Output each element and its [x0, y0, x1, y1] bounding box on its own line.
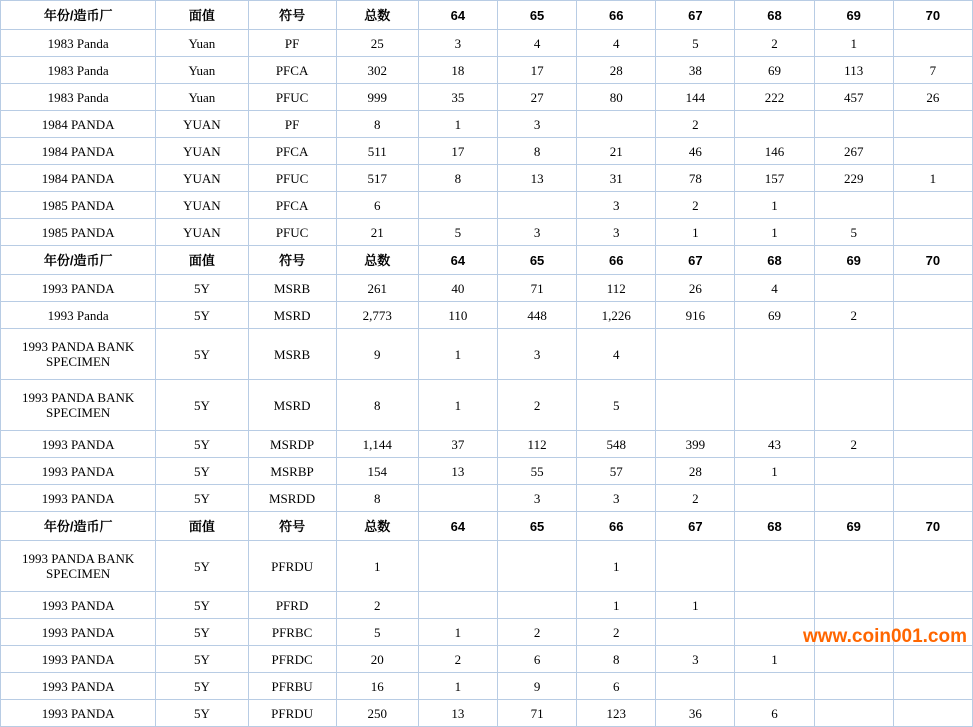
table-cell: [893, 673, 972, 700]
table-cell: PFRDU: [248, 541, 336, 592]
column-header-cell: 64: [418, 1, 497, 30]
table-row: [1, 138, 973, 165]
column-header-cell: 69: [814, 246, 893, 275]
table-cell: 40: [418, 275, 497, 302]
table-cell: [735, 592, 814, 619]
table-cell: 302: [336, 57, 418, 84]
table-cell: 8: [336, 111, 418, 138]
table-header-row: [1, 512, 973, 541]
table-cell: 26: [893, 84, 972, 111]
table-cell: [893, 30, 972, 57]
table-cell: 69: [735, 302, 814, 329]
table-cell: 123: [577, 700, 656, 727]
table-cell: 999: [336, 84, 418, 111]
table-cell: 3: [497, 219, 576, 246]
table-cell: 1: [418, 111, 497, 138]
table-cell: [814, 673, 893, 700]
table-cell: 548: [577, 431, 656, 458]
table-cell: 399: [656, 431, 735, 458]
table-cell: 71: [497, 275, 576, 302]
table-cell: 43: [735, 431, 814, 458]
table-cell: [814, 380, 893, 431]
column-header-cell: 66: [577, 1, 656, 30]
table-row: [1, 458, 973, 485]
column-header-cell: 66: [577, 512, 656, 541]
column-header-cell: 年份/造币厂: [1, 1, 156, 30]
table-cell: MSRB: [248, 329, 336, 380]
column-header-cell: 符号: [248, 246, 336, 275]
table-cell: MSRDD: [248, 485, 336, 512]
table-cell: [893, 541, 972, 592]
table-cell: 517: [336, 165, 418, 192]
column-header-cell: 68: [735, 246, 814, 275]
table-cell: [735, 485, 814, 512]
table-cell: 8: [336, 380, 418, 431]
table-cell: PFUC: [248, 84, 336, 111]
table-cell: YUAN: [156, 138, 248, 165]
table-cell: 2: [497, 380, 576, 431]
watermark-text: www.coin001.com: [802, 626, 967, 647]
table-cell: 5Y: [156, 646, 248, 673]
table-cell: [814, 619, 893, 646]
table-cell: 2: [656, 485, 735, 512]
table-cell: 1993 PANDA BANK SPECIMEN: [1, 541, 156, 592]
table-cell: 6: [336, 192, 418, 219]
table-cell: 9: [336, 329, 418, 380]
table-cell: 55: [497, 458, 576, 485]
table-row: [1, 541, 973, 592]
table-cell: 1983 Panda: [1, 57, 156, 84]
table-cell: 154: [336, 458, 418, 485]
table-cell: [735, 673, 814, 700]
table-cell: 3: [577, 192, 656, 219]
table-cell: 222: [735, 84, 814, 111]
column-header-cell: 总数: [336, 512, 418, 541]
table-cell: 4: [497, 30, 576, 57]
table-cell: 1985 PANDA: [1, 219, 156, 246]
table-cell: 146: [735, 138, 814, 165]
column-header-cell: 67: [656, 1, 735, 30]
table-cell: 78: [656, 165, 735, 192]
table-cell: 3: [577, 485, 656, 512]
table-cell: 1984 PANDA: [1, 165, 156, 192]
table-cell: 5Y: [156, 619, 248, 646]
table-cell: 5: [814, 219, 893, 246]
table-cell: 6: [497, 646, 576, 673]
table-cell: [893, 219, 972, 246]
table-cell: 3: [418, 30, 497, 57]
table-cell: PFCA: [248, 138, 336, 165]
table-cell: MSRB: [248, 275, 336, 302]
table-cell: 25: [336, 30, 418, 57]
column-header-cell: 69: [814, 1, 893, 30]
table-cell: PFRBC: [248, 619, 336, 646]
table-cell: [418, 192, 497, 219]
table-cell: [735, 541, 814, 592]
table-row: [1, 646, 973, 673]
table-cell: 17: [497, 57, 576, 84]
table-cell: [814, 275, 893, 302]
table-cell: 5Y: [156, 380, 248, 431]
table-cell: YUAN: [156, 165, 248, 192]
table-cell: 1: [418, 329, 497, 380]
table-row: [1, 275, 973, 302]
table-cell: 1993 PANDA: [1, 592, 156, 619]
column-header-cell: 总数: [336, 246, 418, 275]
table-cell: 1993 PANDA: [1, 431, 156, 458]
column-header-cell: 65: [497, 512, 576, 541]
table-cell: [656, 380, 735, 431]
table-cell: 28: [656, 458, 735, 485]
table-cell: [893, 380, 972, 431]
table-cell: [735, 380, 814, 431]
table-cell: [735, 619, 814, 646]
table-row: [1, 57, 973, 84]
table-row: [1, 219, 973, 246]
table-body: [1, 1, 973, 727]
table-cell: 20: [336, 646, 418, 673]
table-cell: 1,144: [336, 431, 418, 458]
table-cell: 229: [814, 165, 893, 192]
table-cell: 5: [656, 30, 735, 57]
table-cell: [814, 700, 893, 727]
column-header-cell: 64: [418, 512, 497, 541]
column-header-cell: 年份/造币厂: [1, 246, 156, 275]
table-row: [1, 165, 973, 192]
table-cell: PFRDU: [248, 700, 336, 727]
table-cell: 5Y: [156, 485, 248, 512]
column-header-cell: 面值: [156, 512, 248, 541]
table-cell: 1: [577, 592, 656, 619]
table-cell: YUAN: [156, 219, 248, 246]
table-cell: 1993 PANDA BANK SPECIMEN: [1, 380, 156, 431]
table-cell: PFRDC: [248, 646, 336, 673]
table-cell: 267: [814, 138, 893, 165]
table-cell: 1: [735, 646, 814, 673]
table-cell: 3: [577, 219, 656, 246]
table-cell: 1: [577, 541, 656, 592]
table-cell: 3: [656, 646, 735, 673]
table-cell: 511: [336, 138, 418, 165]
table-cell: PFRD: [248, 592, 336, 619]
table-cell: [656, 619, 735, 646]
column-header-cell: 65: [497, 1, 576, 30]
table-cell: 4: [735, 275, 814, 302]
table-cell: [497, 541, 576, 592]
table-cell: [814, 592, 893, 619]
table-row: [1, 431, 973, 458]
table-cell: 36: [656, 700, 735, 727]
table-header-row: [1, 1, 973, 30]
table-cell: 2: [577, 619, 656, 646]
table-cell: 1993 PANDA: [1, 646, 156, 673]
table-cell: [735, 329, 814, 380]
table-cell: 261: [336, 275, 418, 302]
table-cell: [814, 485, 893, 512]
table-cell: 1: [336, 541, 418, 592]
table-cell: [893, 192, 972, 219]
table-row: [1, 192, 973, 219]
table-cell: [893, 458, 972, 485]
column-header-cell: 符号: [248, 512, 336, 541]
table-row: [1, 700, 973, 727]
table-cell: 1993 Panda: [1, 302, 156, 329]
table-cell: 1: [656, 219, 735, 246]
table-cell: 110: [418, 302, 497, 329]
table-cell: [893, 700, 972, 727]
table-cell: 80: [577, 84, 656, 111]
table-cell: Yuan: [156, 57, 248, 84]
column-header-cell: 67: [656, 246, 735, 275]
table-cell: 448: [497, 302, 576, 329]
table-cell: 1984 PANDA: [1, 138, 156, 165]
table-cell: PF: [248, 30, 336, 57]
table-cell: [656, 673, 735, 700]
table-cell: [418, 541, 497, 592]
table-cell: 8: [418, 165, 497, 192]
table-header-row: [1, 246, 973, 275]
table-cell: 2: [814, 302, 893, 329]
table-cell: 1984 PANDA: [1, 111, 156, 138]
table-row: [1, 329, 973, 380]
table-cell: 1: [814, 30, 893, 57]
table-cell: 21: [336, 219, 418, 246]
column-header-cell: 面值: [156, 246, 248, 275]
table-cell: 3: [497, 111, 576, 138]
table-cell: 5: [336, 619, 418, 646]
table-cell: 1993 PANDA: [1, 619, 156, 646]
table-cell: 1: [656, 592, 735, 619]
table-cell: 21: [577, 138, 656, 165]
table-cell: 1993 PANDA: [1, 700, 156, 727]
table-cell: Yuan: [156, 84, 248, 111]
table-cell: 1985 PANDA: [1, 192, 156, 219]
table-cell: [893, 485, 972, 512]
table-cell: [497, 192, 576, 219]
column-header-cell: 69: [814, 512, 893, 541]
table-cell: PFUC: [248, 165, 336, 192]
table-cell: 1993 PANDA: [1, 673, 156, 700]
column-header-cell: 年份/造币厂: [1, 512, 156, 541]
table-cell: MSRD: [248, 380, 336, 431]
table-row: [1, 380, 973, 431]
table-cell: [893, 275, 972, 302]
table-row: [1, 592, 973, 619]
table-cell: PF: [248, 111, 336, 138]
column-header-cell: 65: [497, 246, 576, 275]
table-cell: 8: [497, 138, 576, 165]
table-cell: 1: [418, 619, 497, 646]
column-header-cell: 66: [577, 246, 656, 275]
table-cell: 2: [814, 431, 893, 458]
table-row: [1, 302, 973, 329]
table-cell: 2: [336, 592, 418, 619]
table-cell: 5Y: [156, 329, 248, 380]
table-cell: 38: [656, 57, 735, 84]
table-cell: Yuan: [156, 30, 248, 57]
table-cell: 112: [497, 431, 576, 458]
table-cell: [735, 111, 814, 138]
column-header-cell: 68: [735, 512, 814, 541]
table-cell: 1993 PANDA: [1, 485, 156, 512]
table-row: [1, 84, 973, 111]
table-cell: MSRDP: [248, 431, 336, 458]
table-cell: 5: [577, 380, 656, 431]
table-cell: 26: [656, 275, 735, 302]
table-cell: 1993 PANDA: [1, 275, 156, 302]
table-cell: PFCA: [248, 192, 336, 219]
table-cell: MSRBP: [248, 458, 336, 485]
column-header-cell: 64: [418, 246, 497, 275]
table-cell: [497, 592, 576, 619]
column-header-cell: 70: [893, 512, 972, 541]
table-cell: [893, 302, 972, 329]
table-cell: 5Y: [156, 431, 248, 458]
table-row: [1, 111, 973, 138]
table-cell: [814, 329, 893, 380]
table-cell: 5: [418, 219, 497, 246]
table-cell: PFRBU: [248, 673, 336, 700]
table-cell: 2: [656, 192, 735, 219]
table-cell: [814, 646, 893, 673]
table-cell: [893, 111, 972, 138]
table-cell: 7: [893, 57, 972, 84]
table-cell: 1983 Panda: [1, 30, 156, 57]
table-cell: 13: [497, 165, 576, 192]
table-cell: 5Y: [156, 700, 248, 727]
table-cell: [893, 329, 972, 380]
table-cell: 1: [418, 380, 497, 431]
table-cell: 35: [418, 84, 497, 111]
table-cell: [893, 646, 972, 673]
table-cell: [814, 111, 893, 138]
table-cell: 1: [735, 192, 814, 219]
table-cell: 6: [735, 700, 814, 727]
table-cell: 37: [418, 431, 497, 458]
table-row: [1, 30, 973, 57]
column-header-cell: 68: [735, 1, 814, 30]
table-cell: 457: [814, 84, 893, 111]
table-cell: 2,773: [336, 302, 418, 329]
table-cell: 46: [656, 138, 735, 165]
column-header-cell: 67: [656, 512, 735, 541]
table-cell: 8: [577, 646, 656, 673]
table-cell: 1: [735, 219, 814, 246]
table-cell: 250: [336, 700, 418, 727]
table-cell: 112: [577, 275, 656, 302]
table-cell: 9: [497, 673, 576, 700]
table-cell: 13: [418, 700, 497, 727]
table-cell: PFCA: [248, 57, 336, 84]
table-cell: 6: [577, 673, 656, 700]
table-cell: [893, 138, 972, 165]
table-cell: [656, 541, 735, 592]
table-cell: MSRD: [248, 302, 336, 329]
table-cell: 5Y: [156, 541, 248, 592]
table-row: [1, 673, 973, 700]
table-cell: 3: [497, 329, 576, 380]
table-cell: 1,226: [577, 302, 656, 329]
column-header-cell: 70: [893, 1, 972, 30]
table-cell: 18: [418, 57, 497, 84]
table-cell: YUAN: [156, 192, 248, 219]
table-cell: [814, 541, 893, 592]
table-cell: 4: [577, 30, 656, 57]
table-cell: 3: [497, 485, 576, 512]
table-cell: 5Y: [156, 275, 248, 302]
table-cell: 4: [577, 329, 656, 380]
table-cell: 1983 Panda: [1, 84, 156, 111]
table-cell: 16: [336, 673, 418, 700]
table-cell: 69: [735, 57, 814, 84]
table-cell: [814, 458, 893, 485]
table-cell: 916: [656, 302, 735, 329]
table-cell: [418, 592, 497, 619]
table-cell: [418, 485, 497, 512]
table-cell: 5Y: [156, 302, 248, 329]
table-cell: 113: [814, 57, 893, 84]
table-cell: 5Y: [156, 592, 248, 619]
table-cell: 8: [336, 485, 418, 512]
table-cell: PFUC: [248, 219, 336, 246]
table-cell: 17: [418, 138, 497, 165]
table-cell: 2: [735, 30, 814, 57]
table-cell: [814, 192, 893, 219]
table-cell: 5Y: [156, 458, 248, 485]
table-cell: [893, 592, 972, 619]
table-cell: 1: [893, 165, 972, 192]
table-cell: 1: [735, 458, 814, 485]
table-cell: 1993 PANDA: [1, 458, 156, 485]
table-cell: [656, 329, 735, 380]
table-cell: 2: [497, 619, 576, 646]
column-header-cell: 符号: [248, 1, 336, 30]
table-cell: [893, 619, 972, 646]
table-cell: YUAN: [156, 111, 248, 138]
table-cell: 144: [656, 84, 735, 111]
column-header-cell: 面值: [156, 1, 248, 30]
table-cell: 27: [497, 84, 576, 111]
table-cell: 13: [418, 458, 497, 485]
table-cell: 57: [577, 458, 656, 485]
column-header-cell: 70: [893, 246, 972, 275]
table-cell: 1: [418, 673, 497, 700]
table-cell: 1993 PANDA BANK SPECIMEN: [1, 329, 156, 380]
table-cell: 31: [577, 165, 656, 192]
table-cell: [577, 111, 656, 138]
table-cell: 2: [418, 646, 497, 673]
table-row: [1, 485, 973, 512]
table-cell: 2: [656, 111, 735, 138]
table-cell: 5Y: [156, 673, 248, 700]
table-cell: 157: [735, 165, 814, 192]
table-cell: 71: [497, 700, 576, 727]
table-cell: [893, 431, 972, 458]
table-cell: 28: [577, 57, 656, 84]
column-header-cell: 总数: [336, 1, 418, 30]
table-row: [1, 619, 973, 646]
